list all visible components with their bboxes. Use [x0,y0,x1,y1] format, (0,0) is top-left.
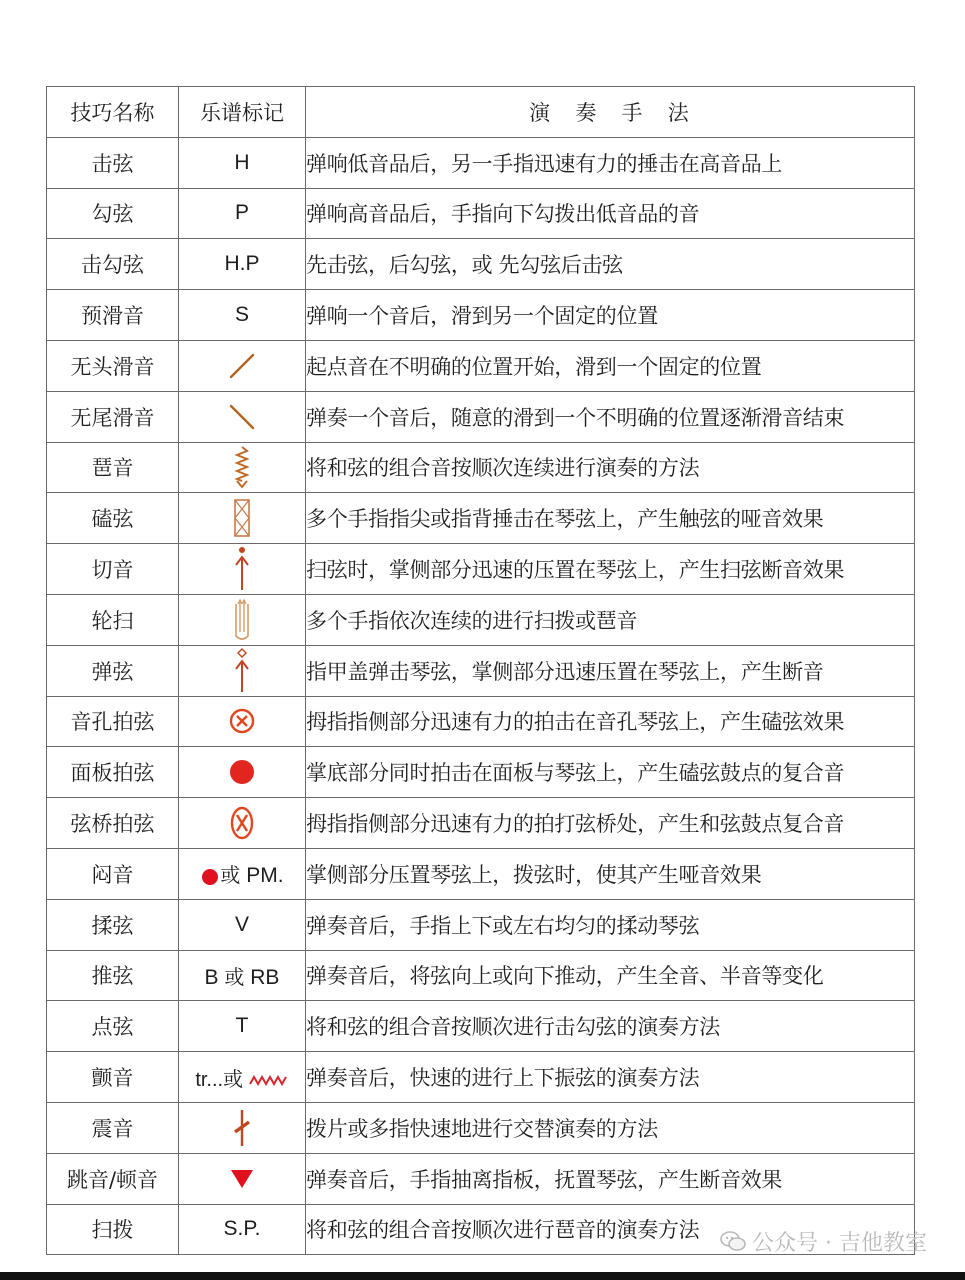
table-row [47,137,915,188]
oval-x-icon [229,805,255,841]
score-mark: T [179,1001,306,1052]
playing-method: 拇指指侧部分迅速有力的拍击在音孔琴弦上，产生磕弦效果 [306,696,915,747]
playing-method: 弹响低音品后，另一手指迅速有力的捶击在高音品上 [306,137,915,188]
playing-method: 拇指指侧部分迅速有力的拍打弦桥处，产生和弦鼓点复合音 [306,798,915,849]
technique-name: 预滑音 [47,290,179,341]
score-mark: S [179,290,306,341]
technique-table [46,86,915,1255]
score-mark [179,594,306,645]
playing-method: 拨片或多指快速地进行交替演奏的方法 [306,1102,915,1153]
watermark-text: 公众号 · 吉他教室 [752,1230,927,1256]
trill-wave-icon [249,1072,289,1088]
score-mark [179,493,306,544]
header-technique-name: 技巧名称 [47,87,179,138]
or-joiner: 或 [223,1066,244,1091]
table-row [47,899,915,950]
circled-x-icon [228,707,256,735]
technique-name: 轮扫 [47,594,179,645]
table-row [47,1001,915,1052]
playing-method: 弹响高音品后，手指向下勾拨出低音品的音 [306,188,915,239]
technique-name: 击勾弦 [47,239,179,290]
score-mark [179,747,306,798]
playing-method: 弹奏一个音后，随意的滑到一个不明确的位置逐渐滑音结束 [306,391,915,442]
technique-name: 无头滑音 [47,340,179,391]
technique-name: 磕弦 [47,493,179,544]
technique-name: 音孔拍弦 [47,696,179,747]
score-mark: H [179,137,306,188]
score-mark [179,340,306,391]
technique-name: 勾弦 [47,188,179,239]
score-mark-suffix: PM. [246,864,284,888]
dot-arrow-up-icon [232,546,252,592]
playing-method: 指甲盖弹击琴弦，掌侧部分迅速压置在琴弦上，产生断音 [306,645,915,696]
score-mark-suffix: RB [250,965,280,989]
table-row [47,848,915,899]
table-row [47,391,915,442]
watermark [720,1224,927,1258]
score-mark: S.P. [179,1204,306,1255]
diamond-arrow-up-icon [232,648,252,694]
table-header-row [47,87,915,138]
technique-name: 颤音 [47,1052,179,1103]
arpeggio-wavy-icon [232,445,252,489]
table-row [47,544,915,595]
technique-name: 闷音 [47,848,179,899]
technique-name: 跳音/顿音 [47,1153,179,1204]
playing-method: 弹奏音后，快速的进行上下振弦的演奏方法 [306,1052,915,1103]
technique-name: 扫拨 [47,1204,179,1255]
score-mark [179,1052,306,1103]
score-mark [179,645,306,696]
table-row [47,340,915,391]
filled-circle-icon [228,758,256,786]
playing-method: 掌侧部分压置琴弦上，拨弦时，使其产生哑音效果 [306,848,915,899]
score-mark [179,696,306,747]
score-mark [179,950,306,1001]
table-row [47,188,915,239]
score-mark [179,798,306,849]
technique-name: 面板拍弦 [47,747,179,798]
roll-strum-icon [231,598,253,642]
playing-method: 弹奏音后，将弦向上或向下推动，产生全音、半音等变化 [306,950,915,1001]
slide-up-icon [227,351,257,381]
score-mark [179,1102,306,1153]
table-row [47,290,915,341]
score-mark-primary: tr... [195,1068,224,1091]
wechat-logo-icon [720,1230,746,1252]
header-score-mark: 乐谱标记 [179,87,306,138]
table-row [47,1153,915,1204]
or-joiner: 或 [224,964,245,989]
table-row [47,645,915,696]
playing-method: 掌底部分同时拍击在面板与琴弦上，产生磕弦鼓点的复合音 [306,747,915,798]
playing-method: 将和弦的组合音按顺次进行琶音的演奏方法 [306,1204,915,1255]
score-mark [179,848,306,899]
table-row [47,798,915,849]
score-mark: V [179,899,306,950]
score-mark [179,544,306,595]
score-mark-primary: B [204,965,219,989]
playing-method: 起点音在不明确的位置开始，滑到一个固定的位置 [306,340,915,391]
technique-name: 弦桥拍弦 [47,798,179,849]
playing-method: 先击弦，后勾弦，或 先勾弦后击弦 [306,239,915,290]
tremolo-slash-icon [230,1108,254,1148]
technique-name: 震音 [47,1102,179,1153]
table-row [47,239,915,290]
technique-name: 琶音 [47,442,179,493]
technique-name: 切音 [47,544,179,595]
playing-method: 扫弦时，掌侧部分迅速的压置在琴弦上，产生扫弦断音效果 [306,544,915,595]
table-row [47,1052,915,1103]
playing-method: 将和弦的组合音按顺次连续进行演奏的方法 [306,442,915,493]
header-playing-method: 演 奏 手 法 [306,87,915,138]
slide-down-icon [227,402,257,432]
playing-method: 多个手指依次连续的进行扫拨或琶音 [306,594,915,645]
bottom-edge-bar [0,1272,965,1280]
playing-method: 将和弦的组合音按顺次进行击勾弦的演奏方法 [306,1001,915,1052]
playing-method: 弹响一个音后，滑到另一个固定的位置 [306,290,915,341]
down-triangle-icon [229,1168,255,1190]
playing-method: 弹奏音后，手指抽离指板，抚置琴弦，产生断音效果 [306,1153,915,1204]
table-row [47,950,915,1001]
playing-method: 多个手指指尖或指背捶击在琴弦上，产生触弦的哑音效果 [306,493,915,544]
technique-name: 弹弦 [47,645,179,696]
technique-name: 无尾滑音 [47,391,179,442]
table-row [47,442,915,493]
technique-name: 揉弦 [47,899,179,950]
table-row [47,696,915,747]
table-row [47,1102,915,1153]
or-joiner: 或 [220,863,241,888]
technique-name: 击弦 [47,137,179,188]
table-row [47,594,915,645]
playing-method: 弹奏音后，手指上下或左右均匀的揉动琴弦 [306,899,915,950]
technique-name: 点弦 [47,1001,179,1052]
score-mark: H.P [179,239,306,290]
filled-dot-icon [200,867,220,887]
score-mark: P [179,188,306,239]
technique-name: 推弦 [47,950,179,1001]
score-mark [179,391,306,442]
crossed-box-icon [232,498,252,538]
score-mark [179,442,306,493]
table-row [47,493,915,544]
table-row [47,747,915,798]
score-mark [179,1153,306,1204]
